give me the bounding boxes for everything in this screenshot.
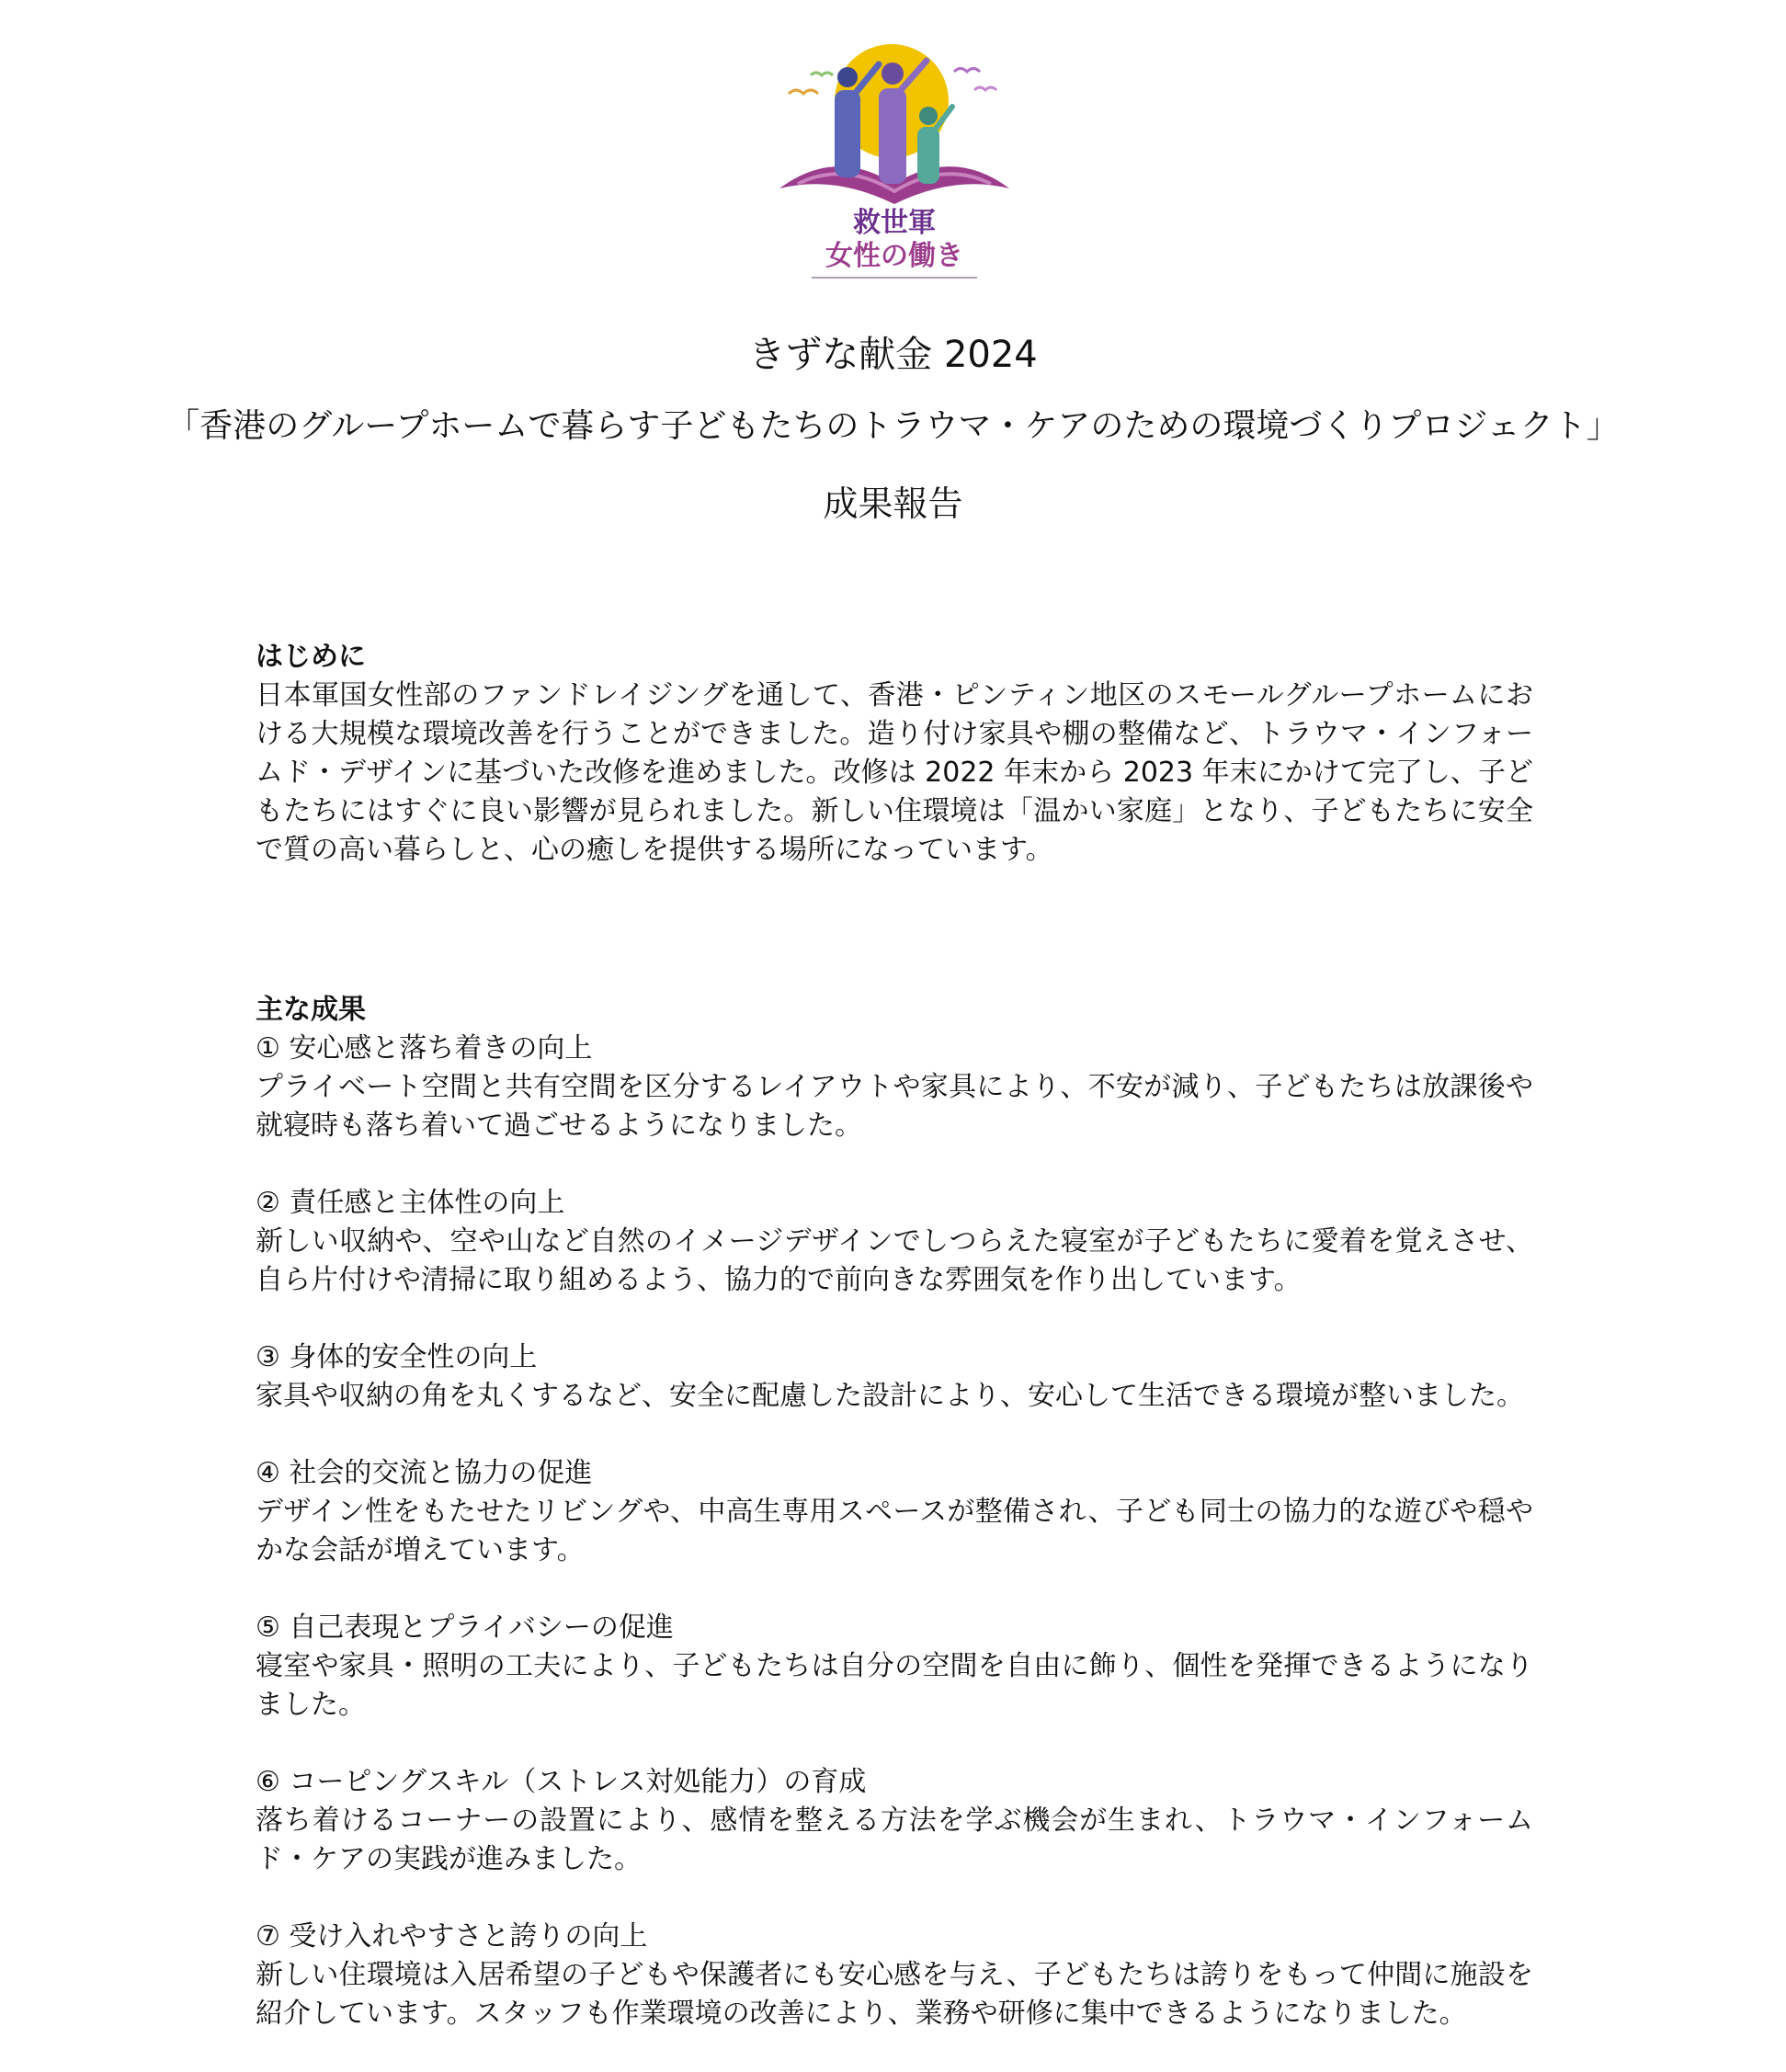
result-item: [256, 1338, 1533, 1416]
logo-org-line1: 救世軍: [853, 207, 936, 239]
result-item: [256, 1030, 1533, 1145]
result-item-body: 落ち着けるコーナーの設置により、感情を整える方法を学ぶ機会が生まれ、トラウマ・インフォームド・ケアの実践が進みました。: [256, 1804, 1533, 1875]
result-item-body: 新しい住環境は入居希望の子どもや保護者にも安心感を与え、子どもたちは誇りをもって仲間に施設を紹介しています。スタッフも作業環境の改善により、業務や研修に集中できるようになりました。: [256, 1959, 1533, 2030]
result-item-title: ⑥ コーピングスキル（ストレス対処能力）の育成: [256, 1766, 867, 1798]
result-item: [256, 1918, 1533, 2033]
result-item-title: ① 安心感と落ち着きの向上: [256, 1032, 593, 1064]
project-subtitle: 「香港のグループホームで暮らす子どもたちのトラウマ・ケアのための環境づくりプロジェクト」: [166, 407, 1620, 445]
result-item: [256, 1609, 1533, 1725]
report-label: 成果報告: [823, 484, 963, 524]
intro-section: [256, 638, 1533, 870]
result-item-body: 家具や収納の角を丸くするなど、安全に配慮した設計により、安心して生活できる環境が整いました。: [256, 1380, 1524, 1412]
result-item-title: ⑦ 受け入れやすさと誇りの向上: [256, 1920, 648, 1952]
bird-icon: [974, 87, 996, 90]
result-item: [256, 1184, 1533, 1300]
figure-middle-head: [882, 63, 904, 85]
result-item: [256, 1454, 1533, 1570]
result-item-body: 寝室や家具・照明の工夫により、子どもたちは自分の空間を自由に飾り、個性を発揮できるようになりました。: [256, 1650, 1533, 1721]
intro-heading: はじめに: [256, 641, 366, 673]
figure-left: [835, 90, 860, 177]
result-item-title: ③ 身体的安全性の向上: [256, 1341, 538, 1373]
intro-paragraph: 日本軍国女性部のファンドレイジングを通して、香港・ピンティン地区のスモールグループホームにおける大規模な環境改善を行うことができました。造り付け家具や棚の整備など、トラウマ・インフォームド・デザインに基づいた改修を進めました。改修は 2022 年末から 2023 年末にかけて完了し、子どもたちにはすぐに良い影響が見られました。新しい住環境は「温かい家庭」となり、子どもたちに安全で質の高い暮らしと、心の癒しを提供する場所になっています。: [256, 679, 1533, 866]
logo-org-line2: 女性の働き: [825, 240, 963, 272]
result-item-body: デザイン性をもたせたリビングや、中高生専用スペースが整備され、子ども同士の協力的な遊びや穏やかな会話が増えています。: [256, 1496, 1533, 1566]
bird-icon: [954, 69, 980, 73]
figure-right-head: [919, 107, 938, 125]
result-item-body: 新しい収納や、空や山など自然のイメージデザインでしつらえた寝室が子どもたちに愛着を覚えさせ、自ら片付けや清掃に取り組めるよう、協力的で前向きな雰囲気を作り出しています。: [256, 1225, 1533, 1296]
page-title: きずな献金 2024: [748, 334, 1038, 376]
results-section: [256, 991, 1533, 2072]
result-item-title: ⑤ 自己表現とプライバシーの促進: [256, 1611, 674, 1644]
figure-middle: [879, 88, 906, 184]
result-item-title: ② 責任感と主体性の向上: [256, 1187, 565, 1219]
bird-icon: [789, 90, 818, 94]
result-item-title: ④ 社会的交流と協力の促進: [256, 1457, 593, 1489]
bird-icon: [811, 73, 833, 75]
result-item: [256, 1763, 1533, 1879]
result-item-body: プライベート空間と共有空間を区分するレイアウトや家具により、不安が減り、子どもたちは放課後や就寝時も落ち着いて過ごせるようになりました。: [256, 1071, 1533, 1142]
figure-right: [917, 127, 939, 184]
figure-left-head: [837, 67, 858, 87]
results-heading: 主な成果: [256, 994, 366, 1026]
organization-logo: [770, 37, 1018, 285]
logo-graphic: [770, 37, 1018, 285]
